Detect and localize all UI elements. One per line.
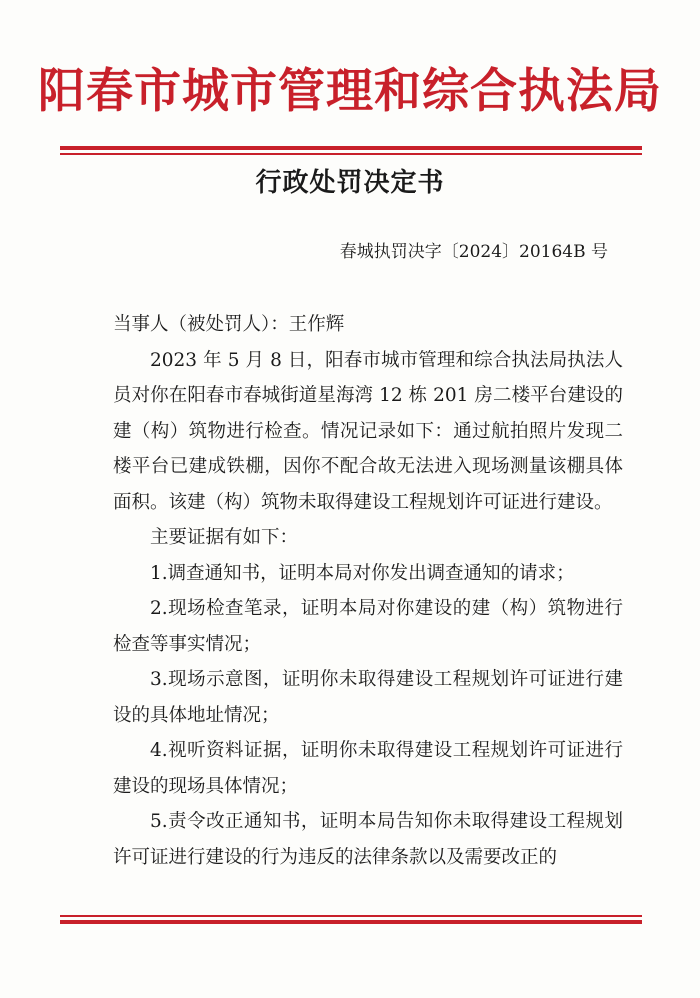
evidence-item: 2.现场检查笔录，证明本局对你建设的建（构）筑物进行检查等事实情况；	[113, 598, 623, 655]
evidence-item: 1.调查通知书，证明本局对你发出调查通知的请求；	[150, 562, 575, 584]
header-rule-thin	[60, 153, 642, 155]
facts-paragraph: 2023 年 5 月 8 日，阳春市城市管理和综合执法局执法人员对你在阳春市春城街道星海湾 12 栋 201 房二楼平台建设的建（构）筑物进行检查。情况记录如下：通过航拍照片发现二楼平台已建成铁棚，因你不配合故无法进入现场测量该棚具体面积。该建（构）筑物未取得建设工程规划许可证进行建设。	[113, 349, 623, 513]
agency-header: 阳春市城市管理和综合执法局	[38, 64, 662, 119]
footer-rule-thick	[60, 920, 642, 924]
party-line: 当事人（被处罚人）：王作辉	[113, 314, 345, 335]
evidence-heading: 主要证据有如下：	[150, 527, 299, 548]
footer-rule-thin	[60, 915, 642, 917]
header-rule-thick	[60, 146, 642, 150]
evidence-item: 5.责令改正通知书，证明本局告知你未取得建设工程规划许可证进行建设的行为违反的法律条款以及需要改正的	[113, 811, 623, 868]
evidence-item: 4.视听资料证据，证明你未取得建设工程规划许可证进行建设的现场具体情况；	[113, 740, 623, 797]
evidence-item: 3.现场示意图，证明你未取得建设工程规划许可证进行建设的具体地址情况；	[113, 669, 623, 726]
document-number: 春城执罚决字〔2024〕20164B 号	[339, 242, 608, 262]
document-body	[113, 307, 623, 875]
document-type-title: 行政处罚决定书	[255, 168, 445, 198]
